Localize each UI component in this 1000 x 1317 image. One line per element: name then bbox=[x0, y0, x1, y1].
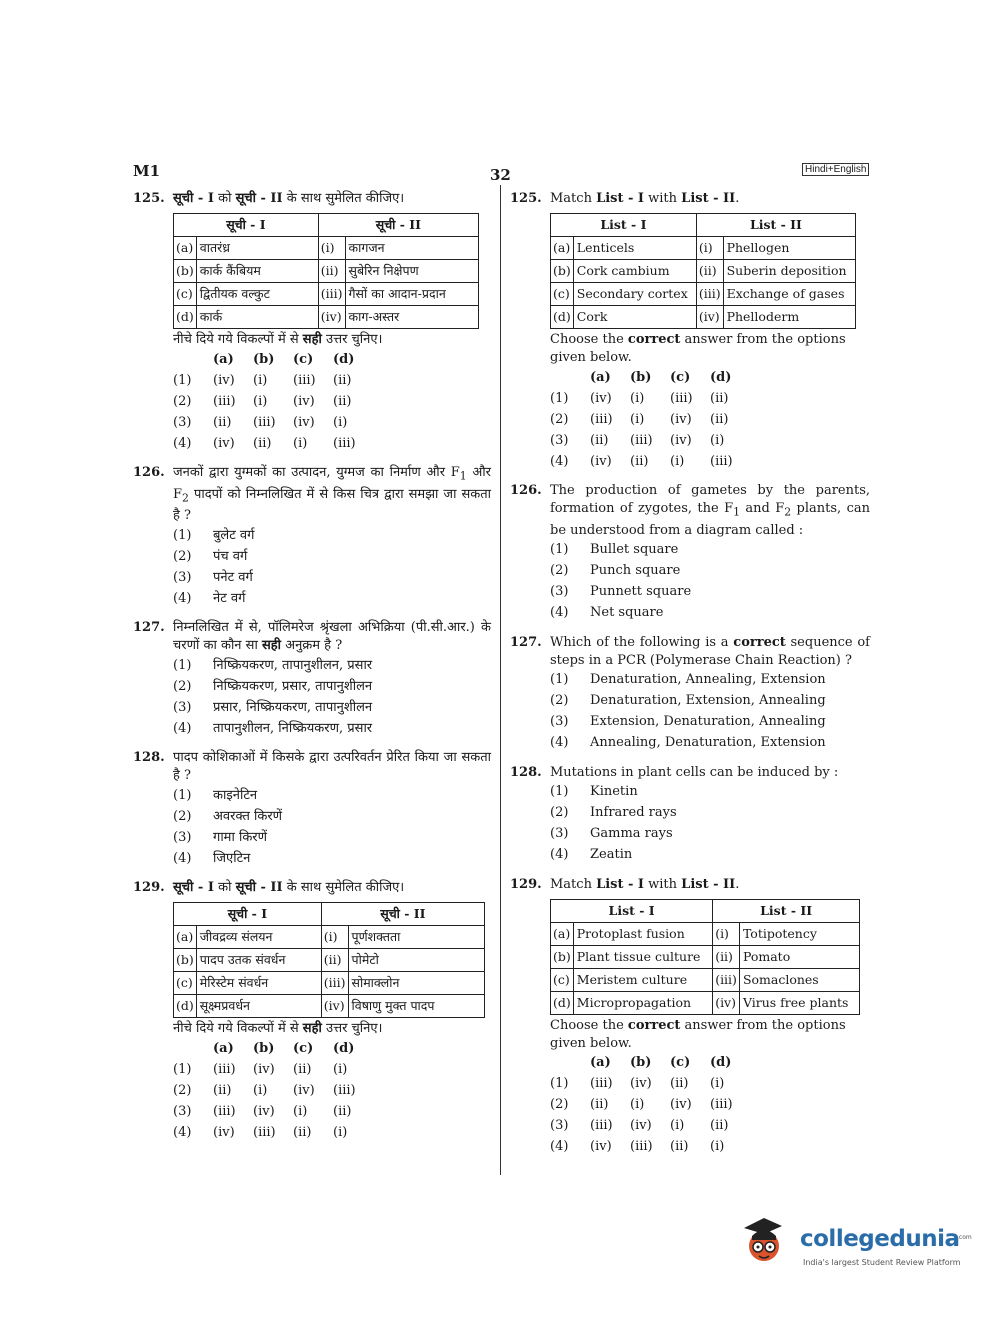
option-1[interactable]: (1) निष्क्रियकरण, तापानुशीलन, प्रसार bbox=[173, 657, 373, 673]
option-1[interactable]: (1) (iii) (iv) (ii) (i) bbox=[550, 1076, 725, 1092]
option-4[interactable]: (4) नेट वर्ग bbox=[173, 590, 246, 606]
question-text: जनकों द्वारा युग्मकों का उत्पादन, युग्मज का निर्माण और $F_1$ और $F_2$ पादपों को निम्नलिखित में से किस चित्र द्वारा समझा जा सकता है ? bbox=[173, 465, 491, 524]
language-tag: Hindi+English bbox=[802, 163, 869, 176]
table-row: (a) जीवद्रव्य संलयन (i) पूर्णशक्तता bbox=[174, 926, 485, 949]
option-3[interactable]: (3) (ii) (iii) (iv) (i) bbox=[173, 414, 348, 430]
question-number: 125. bbox=[133, 191, 165, 206]
question-text: The production of gametes by the parents, formation of zygotes, the $F_1$ and $F_2$ plants, can be understood from a diagram called : bbox=[550, 483, 870, 538]
paper-code: M1 bbox=[133, 162, 161, 180]
option-2[interactable]: (2) (iii) (i) (iv) (ii) bbox=[550, 411, 729, 427]
option-2[interactable]: (2) Infrared rays bbox=[550, 805, 677, 821]
table-row: (c) द्वितीयक वल्कुट (iii) गैसों का आदान-प्रदान bbox=[174, 283, 479, 306]
option-1[interactable]: (1) (iv) (i) (iii) (ii) bbox=[550, 390, 729, 406]
question-number: 127. bbox=[510, 634, 542, 650]
option-1[interactable]: (1) काइनेटिन bbox=[173, 787, 258, 803]
option-3[interactable]: (3) प्रसार, निष्क्रियकरण, तापानुशीलन bbox=[173, 699, 373, 715]
options-header: (a) (b) (c) (d) bbox=[213, 351, 355, 367]
instruction: Choose the correct answer from the options given below. bbox=[550, 1017, 846, 1051]
list-2-header: List - II bbox=[696, 214, 855, 237]
option-4[interactable]: (4) Net square bbox=[550, 605, 664, 621]
option-2[interactable]: (2) (ii) (i) (iv) (iii) bbox=[550, 1097, 733, 1113]
table-row: (c) Meristem culture (iii) Somaclones bbox=[551, 968, 860, 991]
option-4[interactable]: (4) (iv) (ii) (i) (iii) bbox=[173, 435, 356, 451]
table-row: (b) कार्क कैंबियम (ii) सुबेरिन निक्षेपण bbox=[174, 260, 479, 283]
question-text: पादप कोशिकाओं में किसके द्वारा उत्परिवर्तन प्रेरित किया जा सकता है ? bbox=[173, 750, 491, 784]
logo-wordmark: collegedunia bbox=[800, 1226, 960, 1252]
list-2-header: सूची - II bbox=[321, 903, 484, 926]
table-row: (b) Plant tissue culture (ii) Pomato bbox=[551, 945, 860, 968]
question-125-english bbox=[510, 190, 870, 472]
logo-tagline: India's largest Student Review Platform bbox=[803, 1258, 961, 1267]
option-3[interactable]: (3) पनेट वर्ग bbox=[173, 569, 253, 585]
question-number: 126. bbox=[133, 465, 165, 480]
table-row: (a) Protoplast fusion (i) Totipotency bbox=[551, 922, 860, 945]
option-4[interactable]: (4) Zeatin bbox=[550, 847, 633, 863]
question-number: 129. bbox=[510, 876, 542, 892]
list-1-header: सूची - I bbox=[174, 903, 322, 926]
table-row: (a) वातरंध्र (i) कागजन bbox=[174, 237, 479, 260]
question-number: 129. bbox=[133, 880, 165, 896]
question-text: निम्नलिखित में से, पॉलिमरेज श्रृंखला अभिक्रिया (पी.सी.आर.) के चरणों का कौन सा सही अनुक्रम है ? bbox=[173, 620, 491, 654]
option-3[interactable]: (3) (iii) (iv) (i) (ii) bbox=[550, 1118, 729, 1134]
match-table bbox=[173, 213, 479, 329]
question-129-english bbox=[510, 876, 870, 1158]
english-column bbox=[510, 190, 870, 1168]
instruction: नीचे दिये गये विकल्पों में से सही उत्तर चुनिए। bbox=[173, 1021, 383, 1037]
options-header: (a) (b) (c) (d) bbox=[590, 1055, 732, 1071]
option-1[interactable]: (1) Kinetin bbox=[550, 784, 638, 800]
option-4[interactable]: (4) (iv) (iii) (ii) (i) bbox=[173, 1124, 348, 1140]
list-1-header: List - I bbox=[551, 899, 713, 922]
question-prompt: Match List - I with List - II. bbox=[550, 876, 740, 892]
question-prompt: सूची - I को सूची - II के साथ सुमेलित कीजिए। bbox=[173, 880, 405, 896]
table-row: (c) Secondary cortex (iii) Exchange of gases bbox=[551, 283, 856, 306]
question-128-hindi bbox=[133, 749, 491, 869]
column-divider bbox=[500, 185, 501, 1175]
option-2[interactable]: (2) पंच वर्ग bbox=[173, 548, 248, 564]
table-row: (c) मेरिस्टेम संवर्धन (iii) सोमाक्लोन bbox=[174, 972, 485, 995]
option-4[interactable]: (4) जिएटिन bbox=[173, 850, 251, 866]
question-text: Mutations in plant cells can be induced by : bbox=[550, 764, 839, 780]
match-table bbox=[550, 213, 856, 329]
question-number: 126. bbox=[510, 483, 542, 498]
option-3[interactable]: (3) Gamma rays bbox=[550, 826, 673, 842]
question-prompt: सूची - I को सूची - II के साथ सुमेलित कीजिए। bbox=[173, 191, 405, 206]
option-4[interactable]: (4) (iv) (ii) (i) (iii) bbox=[550, 453, 733, 469]
instruction: Choose the correct answer from the options given below. bbox=[550, 332, 846, 365]
list-1-header: सूची - I bbox=[174, 214, 319, 237]
page-number: 32 bbox=[490, 166, 511, 184]
list-2-header: सूची - II bbox=[318, 214, 478, 237]
option-1[interactable]: (1) Denaturation, Annealing, Extension bbox=[550, 672, 826, 688]
question-prompt: Match List - I with List - II. bbox=[550, 191, 740, 206]
option-1[interactable]: (1) (iv) (i) (iii) (ii) bbox=[173, 372, 352, 388]
hindi-column bbox=[133, 190, 491, 1153]
option-2[interactable]: (2) (ii) (i) (iv) (iii) bbox=[173, 1082, 356, 1098]
option-2[interactable]: (2) (iii) (i) (iv) (ii) bbox=[173, 393, 352, 409]
option-1[interactable]: (1) (iii) (iv) (ii) (i) bbox=[173, 1061, 348, 1077]
question-127-hindi bbox=[133, 619, 491, 739]
match-table bbox=[550, 899, 860, 1015]
option-3[interactable]: (3) गामा किरणें bbox=[173, 829, 268, 845]
option-4[interactable]: (4) (iv) (iii) (ii) (i) bbox=[550, 1139, 725, 1155]
question-126-english bbox=[510, 482, 870, 624]
table-row: (d) सूक्ष्मप्रवर्धन (iv) विषाणु मुक्त पादप bbox=[174, 995, 485, 1018]
question-text: Which of the following is a correct sequence of steps in a PCR (Polymerase Chain Reaction) ? bbox=[550, 634, 870, 668]
options-header: (a) (b) (c) (d) bbox=[590, 369, 732, 385]
option-1[interactable]: (1) Bullet square bbox=[550, 542, 679, 558]
option-2[interactable]: (2) Punch square bbox=[550, 563, 681, 579]
question-number: 125. bbox=[510, 191, 542, 206]
option-4[interactable]: (4) Annealing, Denaturation, Extension bbox=[550, 735, 826, 751]
list-2-header: List - II bbox=[713, 899, 860, 922]
question-126-hindi bbox=[133, 464, 491, 609]
option-2[interactable]: (2) अवरक्त किरणें bbox=[173, 808, 283, 824]
table-row: (d) कार्क (iv) काग-अस्तर bbox=[174, 306, 479, 329]
option-4[interactable]: (4) तापानुशीलन, निष्क्रियकरण, प्रसार bbox=[173, 720, 373, 736]
question-128-english bbox=[510, 764, 870, 866]
table-row: (d) Cork (iv) Phelloderm bbox=[551, 306, 856, 329]
instruction: नीचे दिये गये विकल्पों में से सही उत्तर चुनिए। bbox=[173, 332, 383, 347]
table-row: (d) Micropropagation (iv) Virus free plants bbox=[551, 991, 860, 1014]
table-row: (b) पादप उतक संवर्धन (ii) पोमेटो bbox=[174, 949, 485, 972]
match-table bbox=[173, 902, 485, 1018]
table-row: (b) Cork cambium (ii) Suberin deposition bbox=[551, 260, 856, 283]
table-row: (a) Lenticels (i) Phellogen bbox=[551, 237, 856, 260]
question-125-hindi bbox=[133, 190, 491, 454]
option-1[interactable]: (1) बुलेट वर्ग bbox=[173, 527, 255, 543]
question-129-hindi bbox=[133, 879, 491, 1143]
option-3[interactable]: (3) (ii) (iii) (iv) (i) bbox=[550, 432, 725, 448]
option-2[interactable]: (2) निष्क्रियकरण, प्रसार, तापानुशीलन bbox=[173, 678, 373, 694]
list-1-header: List - I bbox=[551, 214, 697, 237]
option-2[interactable]: (2) Denaturation, Extension, Annealing bbox=[550, 693, 826, 709]
question-number: 128. bbox=[510, 764, 542, 780]
option-3[interactable]: (3) (iii) (iv) (i) (ii) bbox=[173, 1103, 352, 1119]
option-3[interactable]: (3) Punnett square bbox=[550, 584, 692, 600]
question-number: 127. bbox=[133, 620, 165, 636]
question-number: 128. bbox=[133, 750, 165, 766]
option-3[interactable]: (3) Extension, Denaturation, Annealing bbox=[550, 714, 826, 730]
question-127-english bbox=[510, 634, 870, 754]
options-header: (a) (b) (c) (d) bbox=[213, 1040, 355, 1056]
logo-tld: .com bbox=[957, 1234, 972, 1241]
